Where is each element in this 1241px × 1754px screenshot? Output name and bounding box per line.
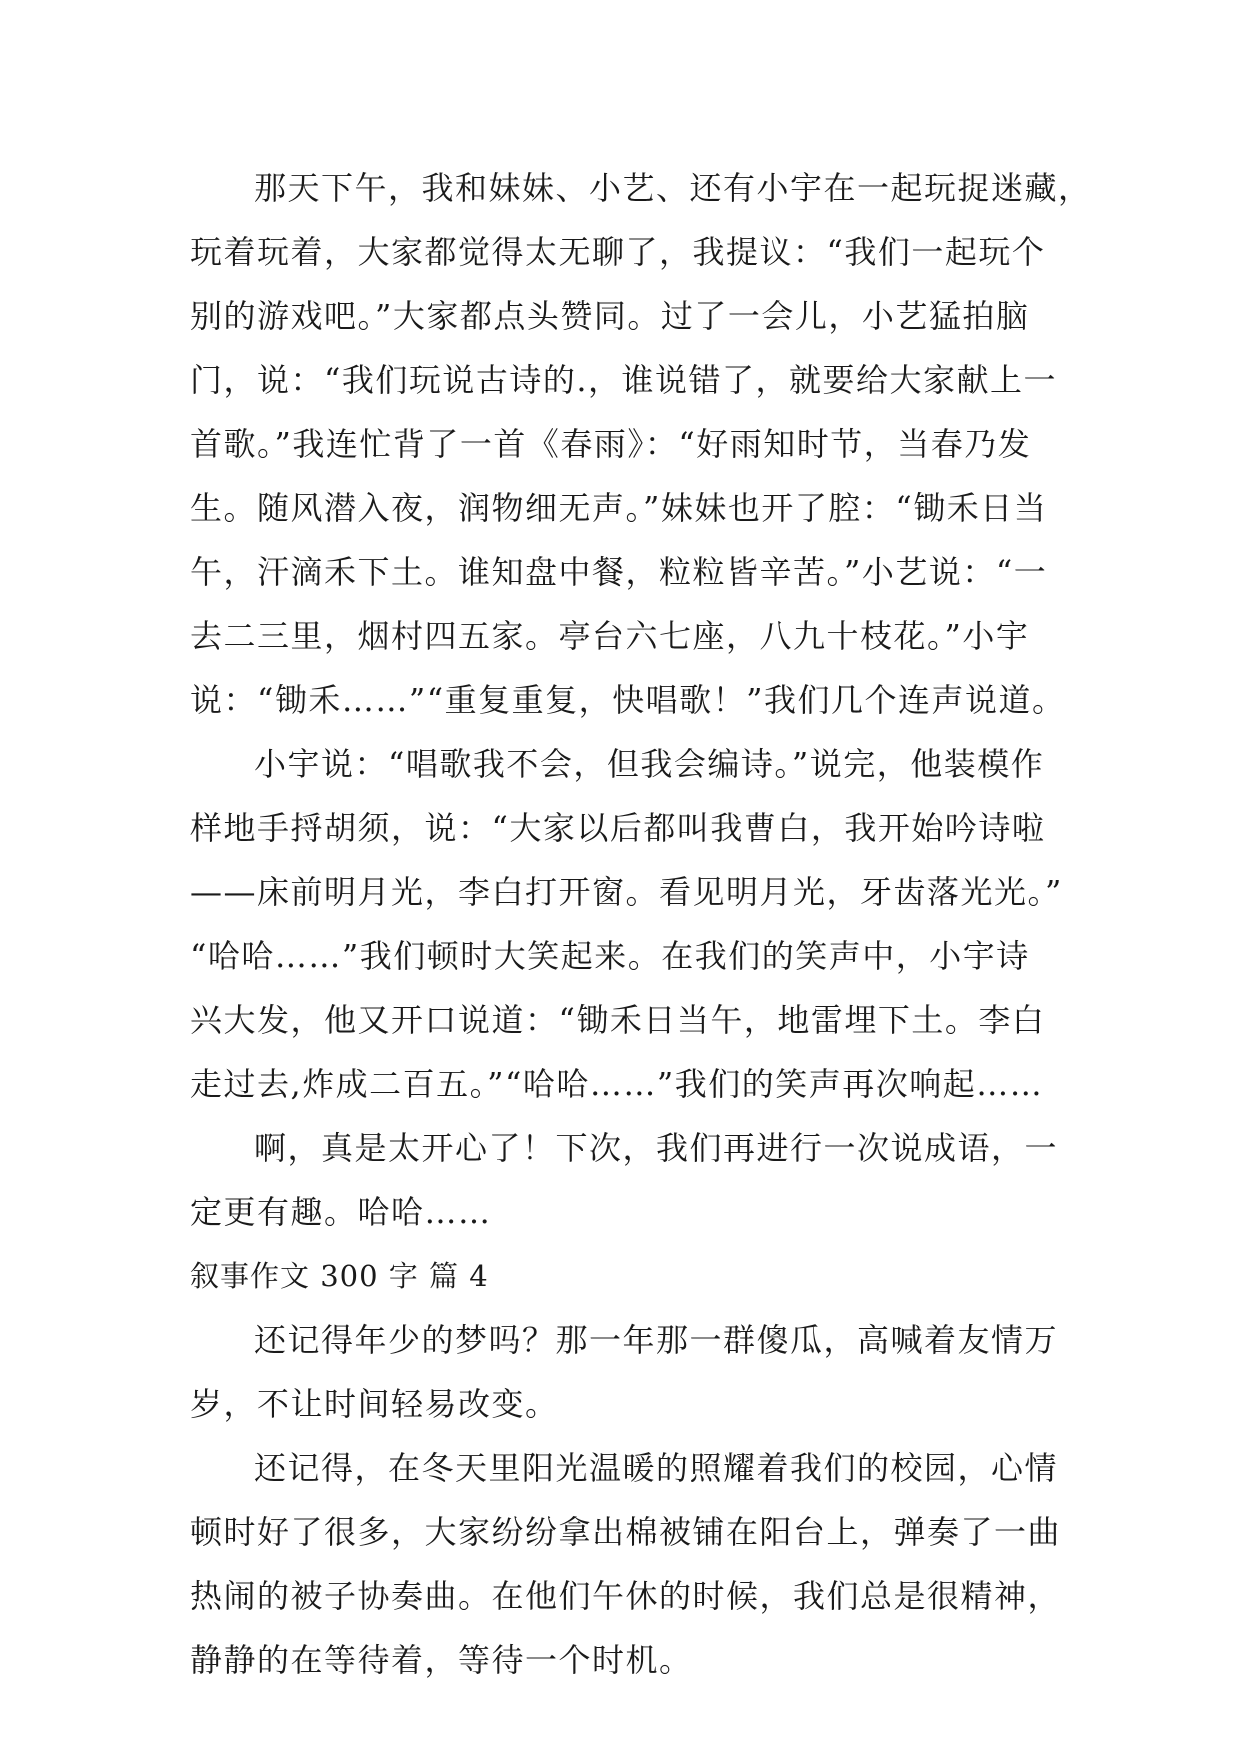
paragraph-2-line-5: 兴大发，他又开口说道：“锄禾日当午，地雷埋下土。李白	[190, 1001, 1046, 1039]
paragraph-1-line-2: 玩着玩着，大家都觉得太无聊了，我提议：“我们一起玩个	[190, 233, 1046, 271]
paragraph-2-line-1: 小宇说：“唱歌我不会，但我会编诗。”说完，他装模作	[254, 745, 1045, 783]
paragraph-3-line-1: 啊，真是太开心了！下次，我们再进行一次说成语，一	[254, 1129, 1059, 1167]
paragraph-4-line-1: 还记得年少的梦吗？那一年那一群傻瓜，高喊着友情万	[254, 1321, 1059, 1359]
paragraph-1-line-9: 说：“锄禾……”“重复重复，快唱歌！”我们几个连声说道。	[190, 681, 1066, 719]
paragraph-1-line-7: 午，汗滴禾下土。谁知盘中餐，粒粒皆辛苦。”小艺说：“一	[190, 553, 1048, 591]
paragraph-5-line-2: 顿时好了很多，大家纷纷拿出棉被铺在阳台上，弹奏了一曲	[190, 1513, 1062, 1551]
paragraph-1-line-6: 生。随风潜入夜，润物细无声。”妹妹也开了腔：“锄禾日当	[190, 489, 1048, 527]
paragraph-1-line-3: 别的游戏吧。”大家都点头赞同。过了一会儿，小艺猛拍脑	[190, 297, 1030, 335]
paragraph-4-line-2: 岁，不让时间轻易改变。	[190, 1385, 559, 1423]
paragraph-1-line-5: 首歌。”我连忙背了一首《春雨》：“好雨知时节，当春乃发	[190, 425, 1032, 463]
paragraph-1-line-8: 去二三里，烟村四五家。亭台六七座，八九十枝花。”小宇	[190, 617, 1030, 655]
paragraph-1-line-4: 门，说：“我们玩说古诗的.，谁说错了，就要给大家献上一	[190, 361, 1058, 399]
paragraph-5-line-1: 还记得，在冬天里阳光温暖的照耀着我们的校园，心情	[254, 1449, 1059, 1487]
paragraph-2-line-3: ——床前明月光，李白打开窗。看见明月光，牙齿落光光。”	[190, 873, 1063, 911]
paragraph-5-line-4: 静静的在等待着，等待一个时机。	[190, 1641, 693, 1679]
paragraph-2-line-4: “哈哈……”我们顿时大笑起来。在我们的笑声中，小宇诗	[190, 937, 1030, 975]
paragraph-2-line-2: 样地手捋胡须，说：“大家以后都叫我曹白，我开始吟诗啦	[190, 809, 1046, 847]
section-heading: 叙事作文 300 字 篇 4	[190, 1259, 489, 1293]
paragraph-5-line-3: 热闹的被子协奏曲。在他们午休的时候，我们总是很精神，	[190, 1577, 1062, 1615]
paragraph-3-line-2: 定更有趣。哈哈……	[190, 1193, 492, 1231]
paragraph-2-line-6: 走过去,炸成二百五。”“哈哈……”我们的笑声再次响起……	[190, 1065, 1044, 1103]
paragraph-1-line-1: 那天下午，我和妹妹、小艺、还有小宇在一起玩捉迷藏，	[254, 169, 1092, 207]
